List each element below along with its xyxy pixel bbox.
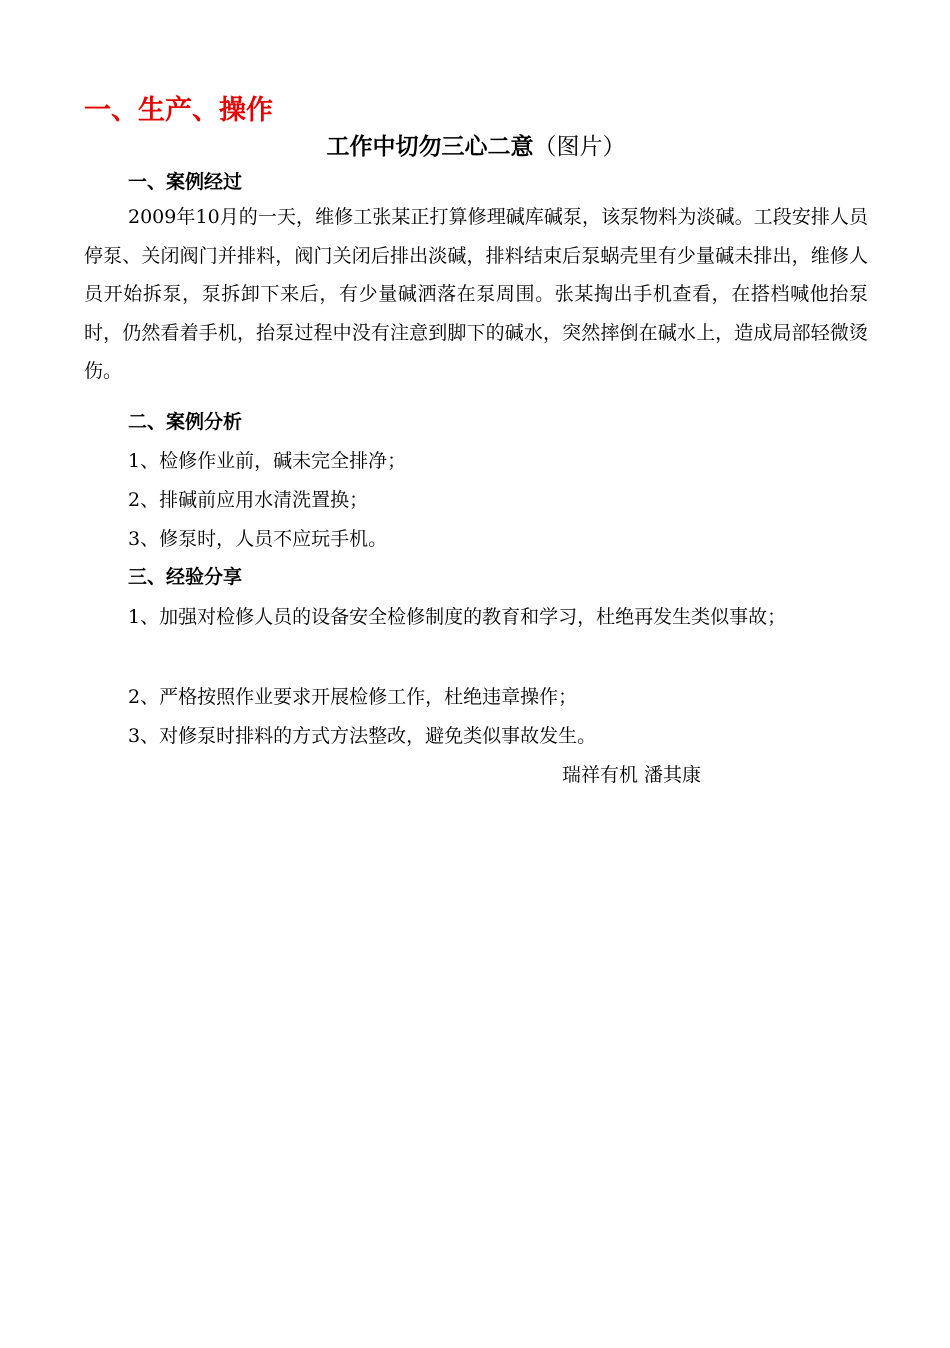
signature: 瑞祥有机 潘其康 [562, 764, 702, 786]
section-title: 一、生产、操作 [84, 95, 273, 126]
experience-item: 2、严格按照作业要求开展检修工作，杜绝违章操作； [128, 686, 578, 708]
analysis-item: 3、修泵时，人员不应玩手机。 [128, 528, 388, 550]
document-title-suffix: （图片） [533, 134, 626, 160]
heading-case-process: 一、案例经过 [128, 171, 243, 193]
heading-experience: 三、经验分享 [128, 566, 243, 588]
paragraph-case-process: 2009年10月的一天，维修工张某正打算修理碱库碱泵，该泵物料为淡碱。工段安排人员停泵、关闭阀门并排料，阀门关闭后排出淡碱，排料结束后泵蜗壳里有少量碱未排出，维修人员开始拆泵，泵拆卸下来后，有少量碱洒落在泵周围。张某掏出手机查看，在搭档喊他抬泵时，仍然看着手机，抬泵过程中没有注意到脚下的碱水，突然摔倒在碱水上，造成局部轻微烫伤。 [84, 206, 868, 382]
experience-item: 1、加强对检修人员的设备安全检修制度的教育和学习，杜绝再发生类似事故； [128, 606, 787, 628]
experience-item: 3、对修泵时排料的方式方法整改，避免类似事故发生。 [128, 725, 597, 747]
analysis-item: 1、检修作业前，碱未完全排净； [128, 450, 407, 472]
document-title-main: 工作中切勿三心二意 [326, 134, 534, 160]
heading-case-analysis: 二、案例分析 [128, 411, 243, 433]
analysis-item: 2、排碱前应用水清洗置换； [128, 489, 369, 511]
document-title [84, 130, 868, 164]
